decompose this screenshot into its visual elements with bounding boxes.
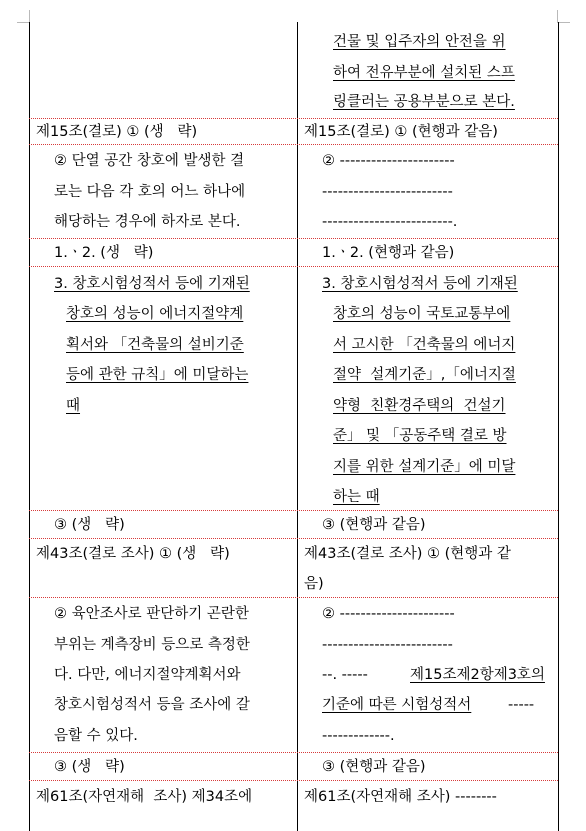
row-divider: [29, 538, 558, 539]
cell-text: 부위는 계측장비 등으로 측정한: [54, 637, 250, 653]
cell-text: 건물 및 입주자의 안전을 위: [333, 34, 506, 50]
cell-text: 음): [304, 576, 324, 592]
cell-text: 서 고시한 「건축물의 에너지: [333, 337, 516, 353]
row-divider: [29, 266, 558, 267]
cell-text: 음할 수 있다.: [54, 728, 138, 744]
cell-text: 하여 전유부분에 설치된 스프: [333, 65, 515, 81]
cell-text: 획서와 「건축물의 설비기준: [66, 337, 244, 353]
row-divider: [29, 118, 558, 119]
row-divider: [29, 780, 558, 781]
cell-text: 제43조(결로 조사) ① (생 략): [36, 546, 230, 562]
cell-text: ② 단열 공간 창호에 발생한 결: [54, 153, 245, 169]
cell-text: ③ (생 략): [54, 759, 125, 775]
row-divider: [29, 752, 558, 753]
row-divider: [29, 597, 558, 598]
cell-text: ③ (현행과 같음): [322, 759, 426, 775]
cell-text: 로는 다음 각 호의 어느 하나에: [54, 184, 246, 200]
cell-text: ③ (현행과 같음): [322, 517, 426, 533]
cell-text: 때: [66, 398, 81, 414]
cell-text: --. -----: [322, 667, 368, 683]
table-border-right: [558, 22, 559, 831]
cell-text: 해당하는 경우에 하자로 본다.: [54, 214, 241, 230]
cell-text: -------------.: [322, 728, 395, 744]
cell-text: ③ (생 략): [54, 517, 125, 533]
cell-text: ② ----------------------: [322, 153, 455, 169]
row-divider: [29, 510, 558, 511]
cell-text: 링클러는 공용부분으로 본다.: [333, 94, 515, 110]
row-divider: [29, 238, 558, 239]
cell-text: 약형 친환경주택의 건설기: [333, 398, 506, 414]
cell-text: 다. 다만, 에너지절약계획서와: [54, 667, 241, 683]
cell-text: 하는 때: [333, 489, 380, 505]
cell-text: 제61조(자연재해 조사) 제34조에: [36, 789, 253, 805]
cell-text: -------------------------: [322, 637, 453, 653]
cell-text: ② 육안조사로 판단하기 곤란한: [54, 606, 249, 622]
cell-text: 창호의 성능이 국토교통부에: [333, 306, 511, 322]
cell-text: 기준에 따른 시험성적서: [322, 697, 472, 713]
cell-text: -----: [508, 697, 535, 713]
row-divider: [29, 144, 558, 145]
cell-text: 제15조(결로) ① (현행과 같음): [304, 124, 498, 140]
cell-text: 절약 설계기준」,「에너지절: [333, 367, 516, 383]
cell-text: 준」 및 「공동주택 결로 방: [333, 428, 507, 444]
cell-text: 지를 위한 설계기준」에 미달: [333, 459, 516, 475]
cell-text: 제43조(결로 조사) ① (현행과 같: [304, 546, 511, 562]
cell-text: 등에 관한 규칙」에 미달하는: [66, 367, 249, 383]
cell-text: 3. 창호시험성적서 등에 기재된: [322, 276, 518, 292]
cell-text: 창호의 성능이 에너지절약계: [66, 306, 244, 322]
cell-text: 제61조(자연재해 조사) --------: [304, 789, 497, 805]
cell-text: -------------------------: [322, 184, 453, 200]
cell-text: ② ----------------------: [322, 606, 455, 622]
cell-text: 제15조제2항제3호의: [410, 667, 545, 683]
cell-text: -------------------------.: [322, 214, 458, 230]
cell-text: 3. 창호시험성적서 등에 기재된: [54, 276, 250, 292]
cell-text: 제15조(결로) ① (생 략): [36, 124, 198, 140]
cell-text: 1.ㆍ2. (현행과 같음): [322, 245, 455, 261]
cell-text: 1.ㆍ2. (생 략): [54, 245, 154, 261]
cell-text: 창호시험성적서 등을 조사에 갈: [54, 697, 250, 713]
